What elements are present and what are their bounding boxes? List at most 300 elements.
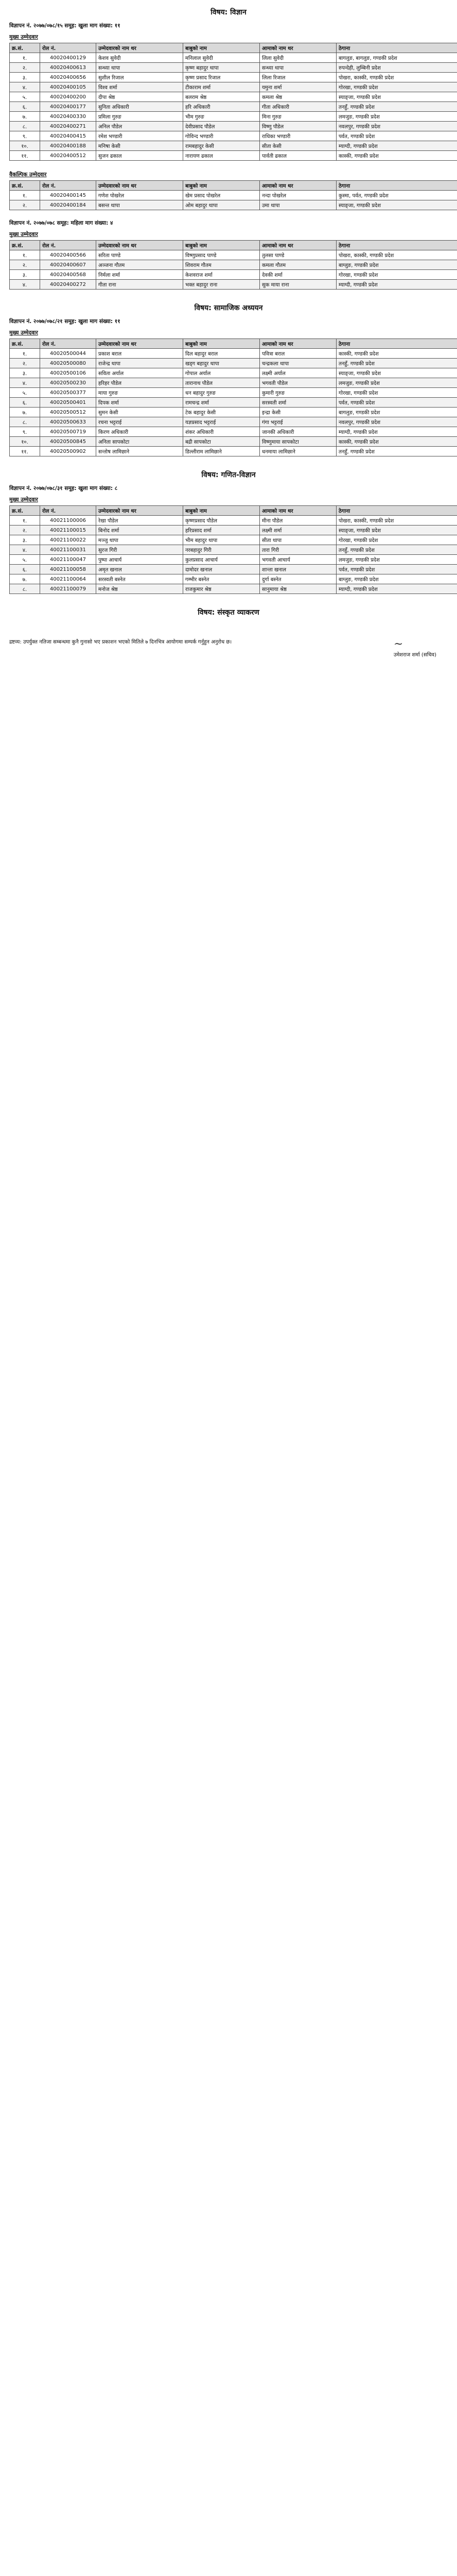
table-row: [10, 437, 457, 447]
table-cell: तुलसा पाण्डे: [260, 250, 337, 260]
open-candidates-heading: मुख्य उम्मेदवार: [9, 34, 38, 40]
table-cell: 40020500230: [40, 378, 96, 388]
table-cell: मनिषा केसी: [96, 141, 183, 151]
table-cell: भगवती पौडेल: [260, 378, 337, 388]
table-cell: रुपन्देही, लुम्बिनी प्रदेश: [337, 63, 457, 73]
table-cell: धनमाया लामिछाने: [260, 447, 337, 456]
table-cell: 40020400415: [40, 131, 96, 141]
table-cell: तनहुँ, गण्डकी प्रदेश: [337, 102, 457, 112]
table-cell: ४.: [10, 545, 40, 555]
table-cell: गंगा भट्टराई: [260, 417, 337, 427]
table-cell: तारानाथ पौडेल: [183, 378, 260, 388]
table-row: [10, 250, 457, 260]
table-cell: कमला श्रेष्ठ: [260, 92, 337, 102]
table-cell: अञ्जना गौतम: [96, 260, 183, 270]
table-row: [10, 516, 457, 526]
table-cell: कुमारी गुरुङ: [260, 388, 337, 398]
table-cell: २.: [10, 63, 40, 73]
table-cell: ४.: [10, 82, 40, 92]
col-name: उम्मेदवारको नाम थर: [96, 43, 183, 53]
table-cell: लिला रिजाल: [260, 73, 337, 82]
col-sn: क्र.सं.: [10, 241, 40, 250]
table-row: [10, 53, 457, 63]
table-cell: सुक माया राना: [260, 280, 337, 290]
table-cell: २.: [10, 260, 40, 270]
table-row: [10, 417, 457, 427]
table-cell: पोखरा, कास्की, गण्डकी प्रदेश: [337, 250, 457, 260]
table-cell: सन्ध्या थापा: [96, 63, 183, 73]
table-cell: स्याङ्जा, गण्डकी प्रदेश: [337, 526, 457, 535]
table-row: [10, 280, 457, 290]
table-cell: इन्द्रा केसी: [260, 408, 337, 417]
table-row: [10, 73, 457, 82]
table-cell: राधिका भण्डारी: [260, 131, 337, 141]
table-cell: म्याग्दी, गण्डकी प्रदेश: [337, 427, 457, 437]
table-cell: देवीप्रसाद पौडेल: [183, 122, 260, 131]
table-cell: १.: [10, 250, 40, 260]
col-mother: आमाको नाम थर: [260, 181, 337, 191]
table-cell: 40020400184: [40, 200, 96, 210]
footer-note: द्रष्टव्य: उपर्युक्त नतिजा सम्बन्धमा कुनै गुनासो भए प्रकाशन भएको मितिले ७ दिनभित्र आयोगमा सम्पर्क गर्नुहुन अनुरोध छ।: [9, 639, 232, 645]
table-cell: १०.: [10, 437, 40, 447]
table-cell: खेम प्रसाद पोखरेल: [183, 191, 260, 200]
table-cell: स्याङ्जा, गण्डकी प्रदेश: [337, 92, 457, 102]
table-cell: रेखा पौडेल: [96, 516, 183, 526]
open-candidates-table: [9, 43, 457, 161]
table-row: [10, 112, 457, 122]
table-cell: जानकी अधिकारी: [260, 427, 337, 437]
table-cell: तनहुँ, गण्डकी प्रदेश: [337, 359, 457, 368]
table-cell: ३.: [10, 73, 40, 82]
table-cell: ८.: [10, 122, 40, 131]
table-row: [10, 427, 457, 437]
table-cell: दीपा श्रेष्ठ: [96, 92, 183, 102]
table-cell: गीता अधिकारी: [260, 102, 337, 112]
table-cell: ५.: [10, 555, 40, 565]
table-cell: तनहुँ, गण्डकी प्रदेश: [337, 447, 457, 456]
table-cell: रामचन्द्र शर्मा: [183, 398, 260, 408]
table-cell: ८.: [10, 584, 40, 594]
table-cell: चन्द्रकला थापा: [260, 359, 337, 368]
col-mother: आमाको नाम थर: [260, 241, 337, 250]
col-father: बाबुको नाम: [183, 43, 260, 53]
table-cell: लिला सुवेदी: [260, 53, 337, 63]
table-cell: 40020400512: [40, 151, 96, 161]
table-cell: दुर्गा बस्नेत: [260, 574, 337, 584]
signature: ~: [393, 638, 403, 651]
table-cell: ३.: [10, 368, 40, 378]
ad-notice: विज्ञापन नं. २०७७/०७८/३१ समूह: खुला माग संख्या: ८: [9, 485, 118, 492]
table-row: [10, 388, 457, 398]
signature-block: [394, 638, 436, 658]
table-cell: पवित्रा बराल: [260, 349, 337, 359]
table-cell: गोरखा, गण्डकी प्रदेश: [337, 270, 457, 280]
table-cell: अनिल पौडेल: [96, 122, 183, 131]
table-cell: ११.: [10, 151, 40, 161]
table-cell: 40020400129: [40, 53, 96, 63]
table-cell: ४.: [10, 378, 40, 388]
col-roll: रोल नं.: [40, 43, 96, 53]
table-cell: भीम बहादुर थापा: [183, 535, 260, 545]
table-cell: रमेश भण्डारी: [96, 131, 183, 141]
table-cell: ३.: [10, 270, 40, 280]
table-cell: 40020500719: [40, 427, 96, 437]
table-cell: कुस्मा, पर्वत, गण्डकी प्रदेश: [337, 191, 457, 200]
table-cell: मञ्जु थापा: [96, 535, 183, 545]
table-cell: मिना गुरुङ: [260, 112, 337, 122]
open-candidates-heading: मुख्य उम्मेदवार: [9, 497, 38, 503]
table-row: [10, 398, 457, 408]
table-cell: गणेश पोखरेल: [96, 191, 183, 200]
subject-heading: विषय: गणित-विज्ञान: [201, 471, 256, 479]
table-cell: ३.: [10, 535, 40, 545]
table-cell: 40020400656: [40, 73, 96, 82]
table-cell: १.: [10, 53, 40, 63]
table-row: [10, 63, 457, 73]
table-cell: विश्व शर्मा: [96, 82, 183, 92]
table-cell: पोखरा, कास्की, गण्डकी प्रदेश: [337, 516, 457, 526]
table-cell: पर्वत, गण्डकी प्रदेश: [337, 565, 457, 574]
open-candidates-table: [9, 505, 457, 594]
table-cell: सरिता पाण्डे: [96, 250, 183, 260]
table-cell: दामोदर खनाल: [183, 565, 260, 574]
table-cell: 40020400145: [40, 191, 96, 200]
table-cell: 40020400566: [40, 250, 96, 260]
table-cell: गीता राना: [96, 280, 183, 290]
table-row: [10, 82, 457, 92]
table-cell: ९.: [10, 427, 40, 437]
col-address: ठेगाना: [337, 181, 457, 191]
col-mother: आमाको नाम थर: [260, 506, 337, 516]
table-cell: हरिहर पौडेल: [96, 378, 183, 388]
table-cell: 40021100022: [40, 535, 96, 545]
table-cell: कृष्णप्रसाद पौडेल: [183, 516, 260, 526]
table-cell: शंकर अधिकारी: [183, 427, 260, 437]
table-row: [10, 408, 457, 417]
table-cell: बलराम श्रेष्ठ: [183, 92, 260, 102]
table-cell: सुरज गिरी: [96, 545, 183, 555]
table-cell: 40020500512: [40, 408, 96, 417]
table-cell: ५.: [10, 388, 40, 398]
table-cell: तारा गिरी: [260, 545, 337, 555]
table-cell: राजकुमार श्रेष्ठ: [183, 584, 260, 594]
table-cell: सुमन केसी: [96, 408, 183, 417]
ad-notice: विज्ञापन नं. २०७७/०७८/२१ समूह: खुला माग संख्या: ११: [9, 318, 120, 325]
open-candidates-table: [9, 240, 457, 290]
table-cell: हरिप्रसाद शर्मा: [183, 526, 260, 535]
col-sn: क्र.सं.: [10, 339, 40, 349]
table-cell: लमजुङ, गण्डकी प्रदेश: [337, 112, 457, 122]
table-cell: अमृत खनाल: [96, 565, 183, 574]
table-cell: बागलुङ, गण्डकी प्रदेश: [337, 408, 457, 417]
table-cell: रामबहादुर केसी: [183, 141, 260, 151]
signatory-title: उमेशराज शर्मा (सचिव): [393, 652, 436, 658]
footer: [9, 638, 448, 658]
table-cell: ७.: [10, 574, 40, 584]
table-cell: बिनोद शर्मा: [96, 526, 183, 535]
table-cell: म्याग्दी, गण्डकी प्रदेश: [337, 584, 457, 594]
table-cell: बाग्लुङ, गण्डकी प्रदेश: [337, 574, 457, 584]
table-cell: ६.: [10, 102, 40, 112]
table-cell: ४.: [10, 280, 40, 290]
table-cell: 40020400330: [40, 112, 96, 122]
table-cell: 40020500845: [40, 437, 96, 447]
table-cell: भगवती आचार्य: [260, 555, 337, 565]
table-cell: रचना भट्टराई: [96, 417, 183, 427]
table-cell: 40020400272: [40, 280, 96, 290]
table-cell: 40020500080: [40, 359, 96, 368]
col-mother: आमाको नाम थर: [260, 43, 337, 53]
col-roll: रोल नं.: [40, 181, 96, 191]
table-row: [10, 260, 457, 270]
table-cell: 40020500633: [40, 417, 96, 427]
table-cell: सरस्वती बस्नेत: [96, 574, 183, 584]
table-cell: कुलप्रसाद आचार्य: [183, 555, 260, 565]
table-cell: मीना पौडेल: [260, 516, 337, 526]
table-cell: २.: [10, 359, 40, 368]
table-row: [10, 191, 457, 200]
subject-heading: विषय: सामाजिक अध्ययन: [194, 304, 263, 312]
table-cell: ६.: [10, 565, 40, 574]
col-sn: क्र.सं.: [10, 43, 40, 53]
table-cell: 40020400105: [40, 82, 96, 92]
table-cell: पुष्पा आचार्य: [96, 555, 183, 565]
col-address: ठेगाना: [337, 43, 457, 53]
table-row: [10, 349, 457, 359]
table-cell: विष्णुप्रसाद पाण्डे: [183, 250, 260, 260]
table-cell: स्याङ्जा, गण्डकी प्रदेश: [337, 200, 457, 210]
table-cell: केशव सुवेदी: [96, 53, 183, 63]
table-cell: नारायण ढकाल: [183, 151, 260, 161]
table-row: [10, 555, 457, 565]
table-cell: गोरखा, गण्डकी प्रदेश: [337, 535, 457, 545]
table-row: [10, 359, 457, 368]
table-cell: म्याग्दी, गण्डकी प्रदेश: [337, 280, 457, 290]
table-cell: म्याग्दी, गण्डकी प्रदेश: [337, 141, 457, 151]
table-cell: यज्ञप्रसाद भट्टराई: [183, 417, 260, 427]
table-row: [10, 545, 457, 555]
table-cell: कृष्ण बहादुर थापा: [183, 63, 260, 73]
table-cell: हरि अधिकारी: [183, 102, 260, 112]
table-cell: सीता थापा: [260, 535, 337, 545]
table-cell: 40020400613: [40, 63, 96, 73]
table-cell: तनहुँ, गण्डकी प्रदेश: [337, 545, 457, 555]
table-cell: विष्णु पौडेल: [260, 122, 337, 131]
table-row: [10, 565, 457, 574]
table-row: [10, 584, 457, 594]
table-cell: 40020400568: [40, 270, 96, 280]
alt-candidates-table: [9, 180, 457, 210]
table-cell: १०.: [10, 141, 40, 151]
table-cell: डिल्लीराम लामिछाने: [183, 447, 260, 456]
table-cell: गोरखा, गण्डकी प्रदेश: [337, 388, 457, 398]
table-cell: गम्भीर बस्नेत: [183, 574, 260, 584]
table-cell: शिवराम गौतम: [183, 260, 260, 270]
table-cell: गोविन्द भण्डारी: [183, 131, 260, 141]
table-cell: कमला गौतम: [260, 260, 337, 270]
table-cell: 40020500902: [40, 447, 96, 456]
table-cell: 40020400200: [40, 92, 96, 102]
alt-candidates-heading: वैकल्पिक उम्मेदवार: [9, 172, 47, 178]
table-cell: सन्ध्या थापा: [260, 63, 337, 73]
subject-heading: विषय: विज्ञान: [210, 8, 247, 16]
col-roll: रोल नं.: [40, 339, 96, 349]
ad-notice: विज्ञापन नं. २०७७/०७८/१५ समूह: खुला माग संख्या: ११: [9, 23, 120, 29]
table-cell: प्रमिला गुरुङ: [96, 112, 183, 122]
table-cell: दिल बहादुर बराल: [183, 349, 260, 359]
col-name: उम्मेदवारको नाम थर: [96, 339, 183, 349]
table-row: [10, 574, 457, 584]
table-cell: ९.: [10, 131, 40, 141]
table-cell: ८.: [10, 417, 40, 427]
table-cell: उमा थापा: [260, 200, 337, 210]
col-address: ठेगाना: [337, 241, 457, 250]
table-cell: मनिलाल सुवेदी: [183, 53, 260, 63]
subject-heading: विषय: संस्कृत व्याकरण: [198, 608, 259, 617]
table-cell: भीम गुरुङ: [183, 112, 260, 122]
table-cell: बागलुङ, बागलुङ, गण्डकी प्रदेश: [337, 53, 457, 63]
table-row: [10, 151, 457, 161]
table-cell: पर्वत, गण्डकी प्रदेश: [337, 131, 457, 141]
table-cell: स्याङ्जा, गण्डकी प्रदेश: [337, 368, 457, 378]
table-cell: बसन्त थापा: [96, 200, 183, 210]
table-cell: ६.: [10, 398, 40, 408]
table-cell: लक्ष्मी अर्याल: [260, 368, 337, 378]
table-cell: विष्णुमाया सापकोटा: [260, 437, 337, 447]
table-cell: सन्तोष लामिछाने: [96, 447, 183, 456]
col-sn: क्र.सं.: [10, 181, 40, 191]
table-cell: 40020500377: [40, 388, 96, 398]
open-candidates-heading: मुख्य उम्मेदवार: [9, 330, 38, 336]
table-cell: टेक बहादुर केसी: [183, 408, 260, 417]
table-cell: 40021100058: [40, 565, 96, 574]
table-cell: सविता अर्याल: [96, 368, 183, 378]
table-cell: नरबहादुर गिरी: [183, 545, 260, 555]
table-cell: १.: [10, 516, 40, 526]
table-cell: पोखरा, कास्की, गण्डकी प्रदेश: [337, 73, 457, 82]
table-row: [10, 102, 457, 112]
table-cell: कास्की, गण्डकी प्रदेश: [337, 151, 457, 161]
table-row: [10, 368, 457, 378]
open-candidates-table: [9, 338, 457, 456]
table-cell: लमजुङ, गण्डकी प्रदेश: [337, 378, 457, 388]
ad-notice: विज्ञापन नं. २०७७/०७८ समूह: महिला माग संख्या: ४: [9, 220, 113, 226]
col-father: बाबुको नाम: [183, 506, 260, 516]
table-row: [10, 200, 457, 210]
table-row: [10, 92, 457, 102]
table-cell: सुनिता अधिकारी: [96, 102, 183, 112]
table-cell: गोपाल अर्याल: [183, 368, 260, 378]
table-row: [10, 122, 457, 131]
table-cell: टीकाराम शर्मा: [183, 82, 260, 92]
table-cell: २.: [10, 526, 40, 535]
table-cell: सरस्वती शर्मा: [260, 398, 337, 408]
table-cell: अनिता सापकोटा: [96, 437, 183, 447]
col-father: बाबुको नाम: [183, 339, 260, 349]
col-name: उम्मेदवारको नाम थर: [96, 241, 183, 250]
col-father: बाबुको नाम: [183, 181, 260, 191]
table-cell: लमजुङ, गण्डकी प्रदेश: [337, 555, 457, 565]
col-address: ठेगाना: [337, 339, 457, 349]
table-cell: 40021100064: [40, 574, 96, 584]
table-cell: ११.: [10, 447, 40, 456]
table-row: [10, 131, 457, 141]
table-cell: सानुमाया श्रेष्ठ: [260, 584, 337, 594]
table-cell: ओम बहादुर थापा: [183, 200, 260, 210]
table-cell: 40020400177: [40, 102, 96, 112]
table-cell: 40021100031: [40, 545, 96, 555]
table-cell: मनोज श्रेष्ठ: [96, 584, 183, 594]
table-cell: नवलपुर, गण्डकी प्रदेश: [337, 417, 457, 427]
table-cell: भक्त बहादुर राना: [183, 280, 260, 290]
table-cell: धन बहादुर गुरुङ: [183, 388, 260, 398]
table-cell: 40021100047: [40, 555, 96, 565]
table-cell: कास्की, गण्डकी प्रदेश: [337, 349, 457, 359]
table-cell: सीता केसी: [260, 141, 337, 151]
open-candidates-heading: मुख्य उम्मेदवार: [9, 231, 38, 238]
table-cell: गोरखा, गण्डकी प्रदेश: [337, 82, 457, 92]
table-row: [10, 526, 457, 535]
table-cell: १.: [10, 191, 40, 200]
table-row: [10, 378, 457, 388]
table-cell: प्रकाश बराल: [96, 349, 183, 359]
table-cell: लक्ष्मी शर्मा: [260, 526, 337, 535]
table-cell: २.: [10, 200, 40, 210]
table-cell: १.: [10, 349, 40, 359]
table-cell: 40020500044: [40, 349, 96, 359]
col-father: बाबुको नाम: [183, 241, 260, 250]
table-cell: सुजन ढकाल: [96, 151, 183, 161]
col-sn: क्र.सं.: [10, 506, 40, 516]
table-cell: नन्दा पोखरेल: [260, 191, 337, 200]
table-cell: ५.: [10, 92, 40, 102]
table-cell: दिपक शर्मा: [96, 398, 183, 408]
table-cell: सुशील रिजाल: [96, 73, 183, 82]
table-cell: निर्मला शर्मा: [96, 270, 183, 280]
table-cell: 40021100015: [40, 526, 96, 535]
table-cell: खड्ग बहादुर थापा: [183, 359, 260, 368]
table-cell: बद्री सापकोटा: [183, 437, 260, 447]
table-cell: 40021100006: [40, 516, 96, 526]
table-cell: 40021100079: [40, 584, 96, 594]
table-cell: ७.: [10, 408, 40, 417]
table-cell: राजेन्द्र थापा: [96, 359, 183, 368]
table-row: [10, 270, 457, 280]
table-row: [10, 447, 457, 456]
table-cell: नवलपुर, गण्डकी प्रदेश: [337, 122, 457, 131]
col-roll: रोल नं.: [40, 506, 96, 516]
col-address: ठेगाना: [337, 506, 457, 516]
table-cell: कास्की, गण्डकी प्रदेश: [337, 437, 457, 447]
table-cell: कृष्ण प्रसाद रिजाल: [183, 73, 260, 82]
col-mother: आमाको नाम थर: [260, 339, 337, 349]
col-name: उम्मेदवारको नाम थर: [96, 181, 183, 191]
table-cell: केशवराज शर्मा: [183, 270, 260, 280]
table-cell: पार्वती ढकाल: [260, 151, 337, 161]
table-cell: माया गुरुङ: [96, 388, 183, 398]
col-roll: रोल नं.: [40, 241, 96, 250]
table-cell: 40020500401: [40, 398, 96, 408]
table-cell: 40020500106: [40, 368, 96, 378]
table-cell: 40020400271: [40, 122, 96, 131]
table-row: [10, 141, 457, 151]
table-cell: पर्वत, गण्डकी प्रदेश: [337, 398, 457, 408]
table-cell: देवकी शर्मा: [260, 270, 337, 280]
table-cell: शान्ता खनाल: [260, 565, 337, 574]
table-cell: ७.: [10, 112, 40, 122]
table-cell: यमुना शर्मा: [260, 82, 337, 92]
table-cell: किरण अधिकारी: [96, 427, 183, 437]
